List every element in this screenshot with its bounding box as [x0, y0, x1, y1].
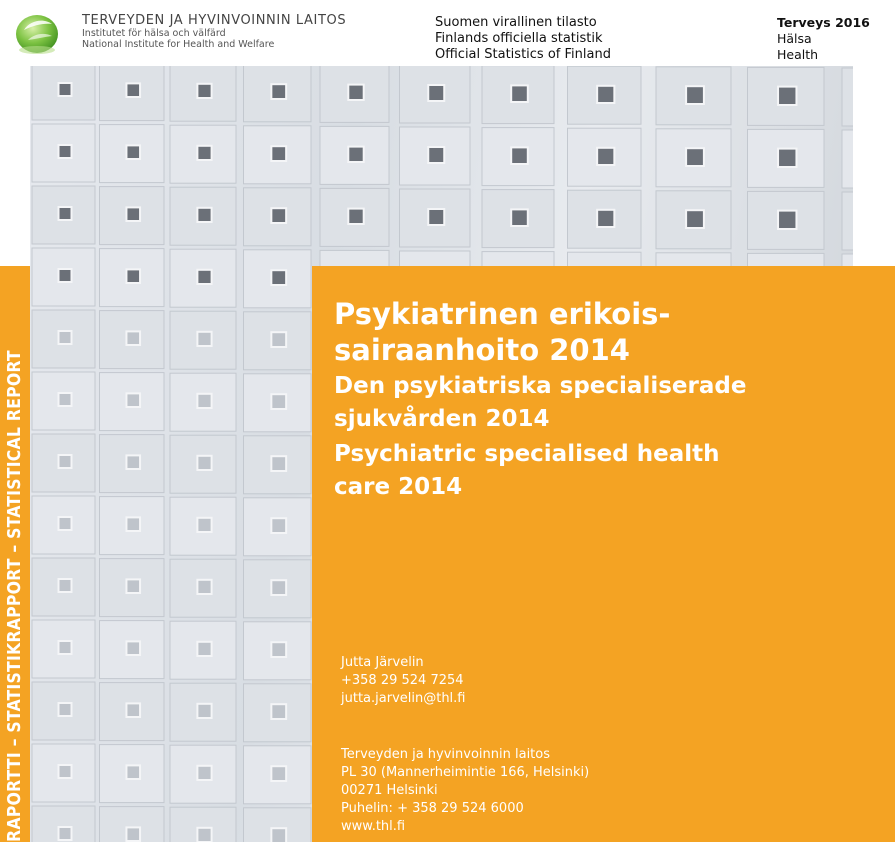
- organization-name: [82, 14, 346, 51]
- report-title: [334, 296, 874, 504]
- series-sv: Hälsa: [777, 31, 812, 46]
- official-statistics-label: [435, 15, 611, 63]
- title-en: Psychiatric specialised health care 2014: [334, 441, 720, 500]
- title-sv: Den psykiatriska specialiserade sjukvården 2014: [334, 373, 747, 432]
- series-year: Terveys 2016: [777, 15, 870, 30]
- header: [0, 0, 895, 66]
- stat-line-en: Official Statistics of Finland: [435, 47, 611, 62]
- contact-email[interactable]: jutta.jarvelin@thl.fi: [341, 691, 466, 706]
- org-name-en: National Institute for Health and Welfare: [82, 38, 275, 50]
- org-name-sv: Institutet för hälsa och välfärd: [82, 27, 226, 39]
- org-name-fi: TERVEYDEN JA HYVINVOINNIN LAITOS: [82, 13, 347, 28]
- thl-logo-icon: [14, 10, 60, 56]
- series-en: Health: [777, 47, 819, 62]
- address-phone: Puhelin: + 358 29 524 6000: [341, 801, 524, 816]
- contact-phone: +358 29 524 7254: [341, 673, 464, 688]
- publisher-address: [341, 746, 589, 836]
- address-postal: 00271 Helsinki: [341, 783, 438, 798]
- contact-info: [341, 654, 466, 708]
- stat-line-fi: Suomen virallinen tilasto: [435, 15, 597, 30]
- series-label: [777, 15, 870, 63]
- report-type-label: RAPORTTI – STATISTIKRAPPORT – STATISTICAL REPORT: [5, 350, 25, 842]
- title-fi: Psykiatrinen erikois- sairaanhoito 2014: [334, 297, 671, 367]
- title-panel: [312, 266, 895, 842]
- address-web[interactable]: www.thl.fi: [341, 819, 406, 834]
- address-org: Terveyden ja hyvinvoinnin laitos: [341, 747, 551, 762]
- stat-line-sv: Finlands officiella statistik: [435, 31, 603, 46]
- contact-name: Jutta Järvelin: [341, 655, 424, 670]
- address-street: PL 30 (Mannerheimintie 166, Helsinki): [341, 765, 590, 780]
